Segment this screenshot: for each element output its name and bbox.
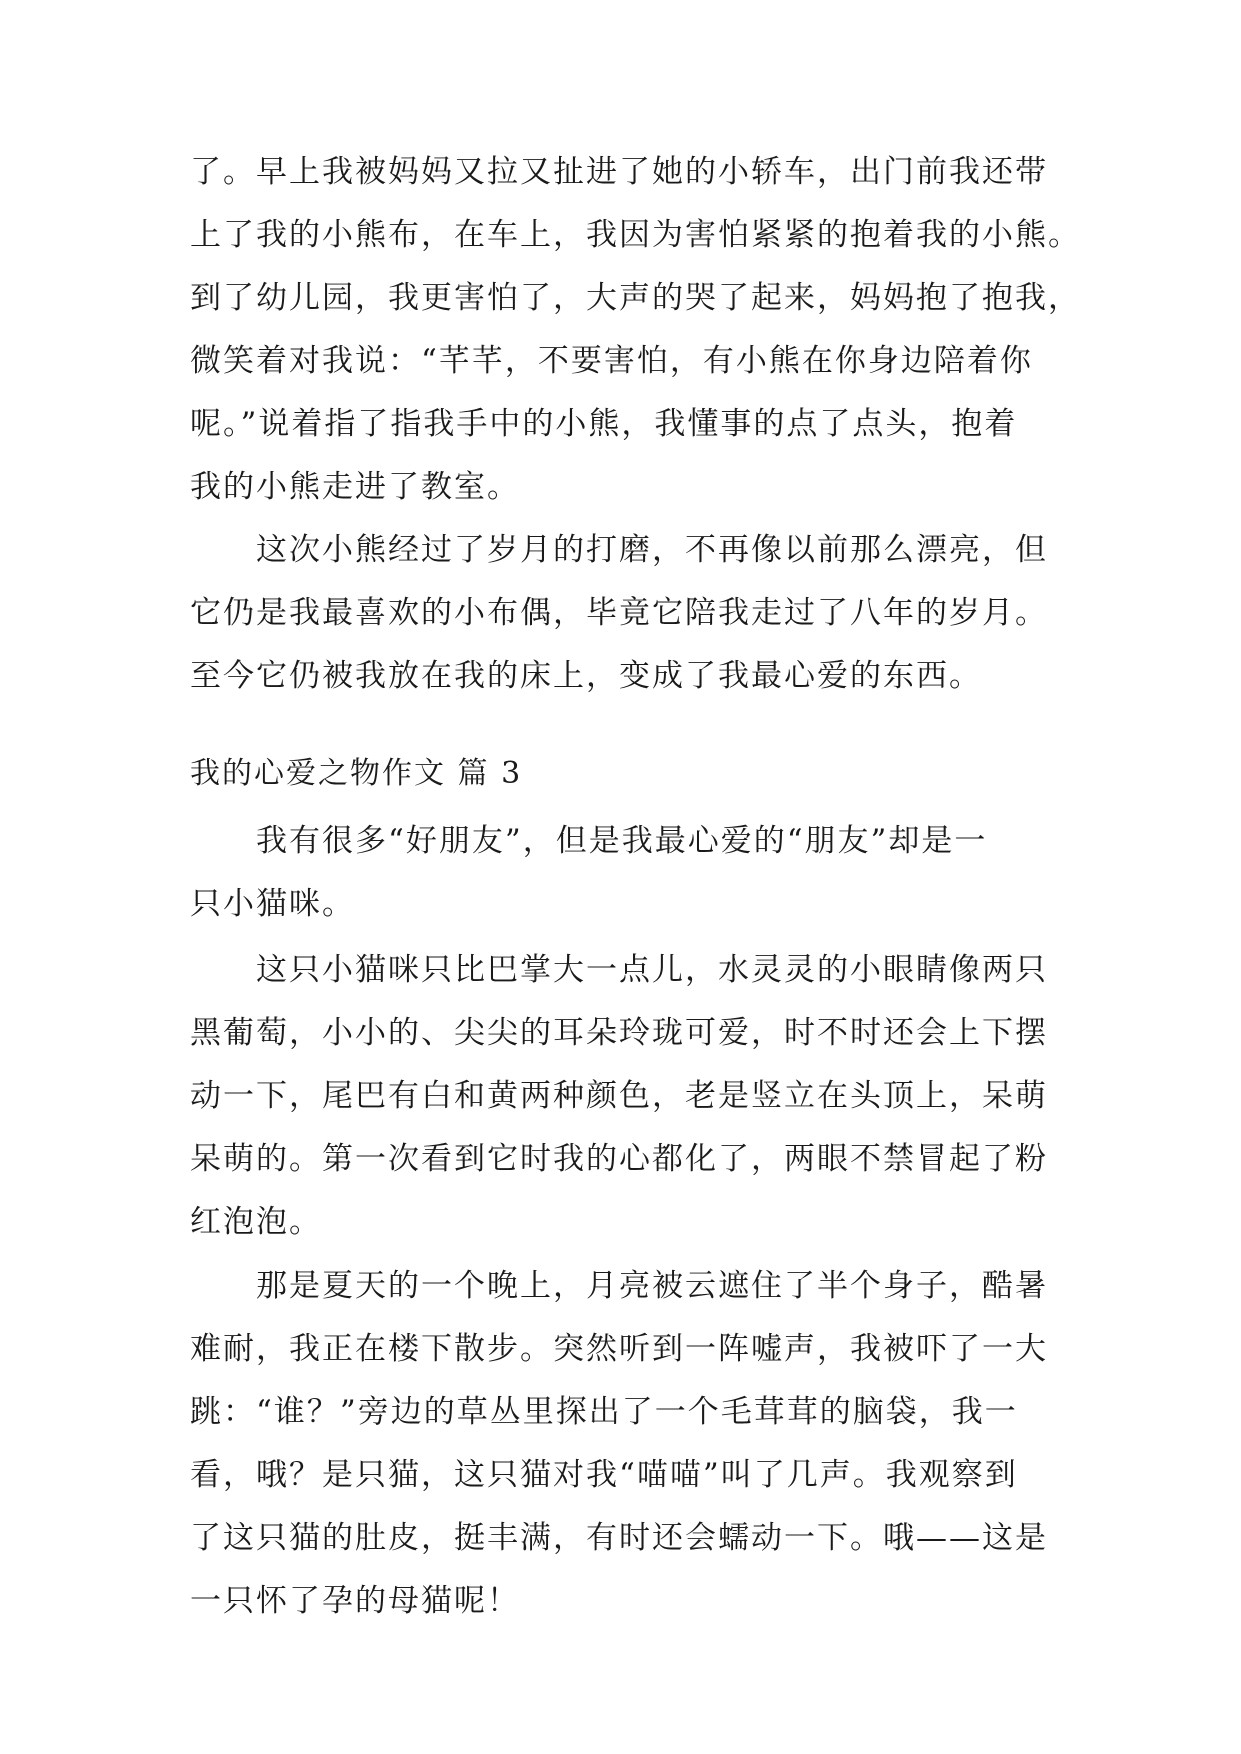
text-line: 上了我的小熊布，在车上，我因为害怕紧紧的抱着我的小熊。: [190, 217, 1081, 253]
text-line: 红泡泡。: [190, 1204, 322, 1240]
text-line: 黑葡萄，小小的、尖尖的耳朵玲珑可爱，时不时还会上下摆: [190, 1015, 1048, 1051]
text-line: 我有很多“好朋友”，但是我最心爱的“朋友”却是一: [256, 823, 988, 859]
text-line: 呢。”说着指了指我手中的小熊，我懂事的点了点头，抱着: [190, 406, 1018, 442]
text-line: 动一下，尾巴有白和黄两种颜色，老是竖立在头顶上，呆萌: [190, 1078, 1048, 1114]
text-line: 这只小猫咪只比巴掌大一点儿，水灵灵的小眼睛像两只: [256, 952, 1048, 988]
text-line: 一只怀了孕的母猫呢！: [190, 1583, 520, 1619]
text-line: 只小猫咪。: [190, 886, 355, 922]
text-line: 看，哦？是只猫，这只猫对我“喵喵”叫了几声。我观察到: [190, 1457, 1018, 1493]
text-line: 了这只猫的肚皮，挺丰满，有时还会蠕动一下。哦——这是: [190, 1520, 1048, 1556]
text-line: 那是夏天的一个晚上，月亮被云遮住了半个身子，酷暑: [256, 1268, 1048, 1304]
text-line: 到了幼儿园，我更害怕了，大声的哭了起来，妈妈抱了抱我，: [190, 280, 1081, 316]
text-line: 微笑着对我说：“芊芊，不要害怕，有小熊在你身边陪着你: [190, 343, 1033, 379]
text-line: 跳：“谁？”旁边的草丛里探出了一个毛茸茸的脑袋，我一: [190, 1394, 1018, 1430]
text-line: 这次小熊经过了岁月的打磨，不再像以前那么漂亮，但: [256, 532, 1048, 568]
text-line: 难耐，我正在楼下散步。突然听到一阵嘘声，我被吓了一大: [190, 1331, 1048, 1367]
text-line: 至今它仍被我放在我的床上，变成了我最心爱的东西。: [190, 658, 982, 694]
text-line: 了。早上我被妈妈又拉又扯进了她的小轿车，出门前我还带: [190, 154, 1048, 190]
text-line: 它仍是我最喜欢的小布偶，毕竟它陪我走过了八年的岁月。: [190, 595, 1048, 631]
text-line: 呆萌的。第一次看到它时我的心都化了，两眼不禁冒起了粉: [190, 1141, 1048, 1177]
text-line: 我的小熊走进了教室。: [190, 469, 520, 505]
section-title: 我的心爱之物作文 篇 3: [190, 756, 523, 791]
